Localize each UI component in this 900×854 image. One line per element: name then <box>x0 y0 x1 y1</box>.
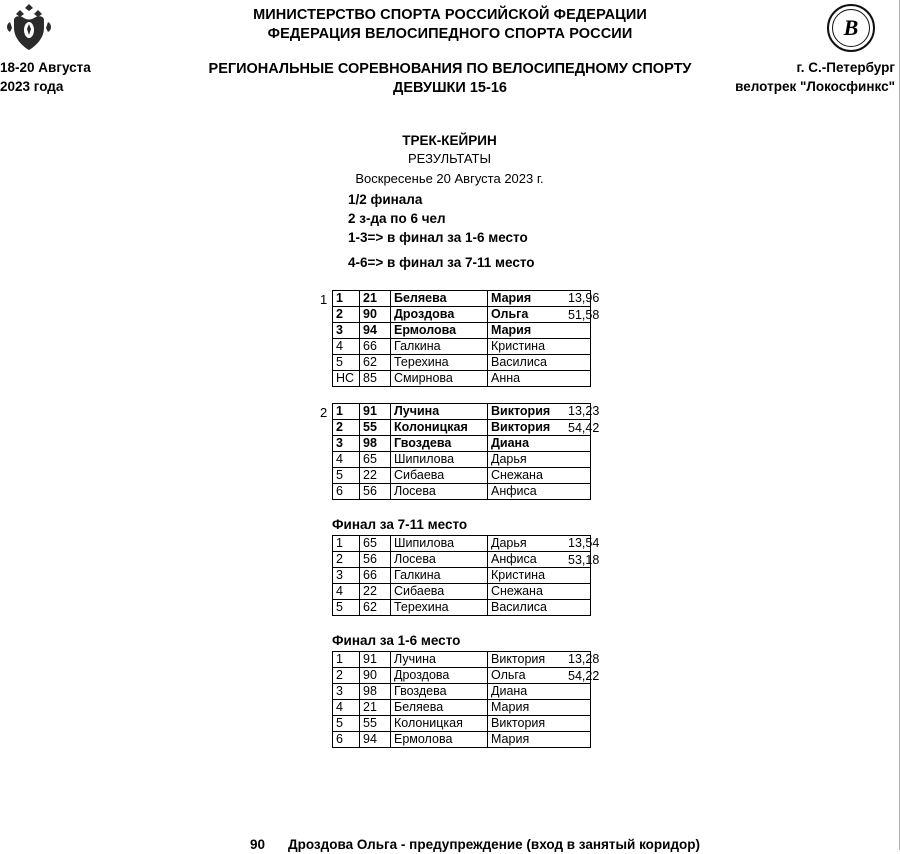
row-number: 90 <box>360 668 391 684</box>
header-center-text <box>150 6 750 98</box>
row-number: 22 <box>360 468 391 484</box>
final-1-6 <box>332 632 899 748</box>
footer-note-number: 90 <box>250 837 266 852</box>
row-firstname: Диана <box>488 436 591 452</box>
row-firstname: Мария <box>488 291 591 307</box>
table-row <box>333 371 591 387</box>
row-number: 21 <box>360 291 391 307</box>
russian-coat-of-arms-icon <box>0 2 58 52</box>
row-firstname: Ольга <box>488 668 591 684</box>
row-lastname: Гвоздева <box>391 436 488 452</box>
date-line-2: 2023 года <box>0 79 64 94</box>
row-firstname: Анфиса <box>488 552 591 568</box>
row-firstname: Кристина <box>488 339 591 355</box>
qualify-rule-top: 1-3=> в финал за 1-6 место <box>348 230 528 245</box>
row-position: 2 <box>333 668 360 684</box>
federation-logo-icon <box>827 4 875 52</box>
row-number: 91 <box>360 652 391 668</box>
row-position: 2 <box>333 420 360 436</box>
page-header <box>0 0 899 110</box>
row-position: 4 <box>333 339 360 355</box>
final-7-11-table <box>332 535 591 616</box>
row-number: 56 <box>360 484 391 500</box>
row-lastname: Терехина <box>391 355 488 371</box>
row-lastname: Беляева <box>391 700 488 716</box>
table-row <box>333 652 591 668</box>
row-position: 1 <box>333 404 360 420</box>
row-number: 98 <box>360 436 391 452</box>
heat-1 <box>320 290 899 387</box>
row-lastname: Дроздова <box>391 307 488 323</box>
table-row <box>333 668 591 684</box>
row-firstname: Василиса <box>488 600 591 616</box>
row-lastname: Ермолова <box>391 732 488 748</box>
time-value: 53,18 <box>568 553 600 567</box>
table-row <box>333 536 591 552</box>
table-row <box>333 323 591 339</box>
row-position: 5 <box>333 600 360 616</box>
row-lastname: Лосева <box>391 484 488 500</box>
heat-1-number: 1 <box>320 292 328 307</box>
row-number: 66 <box>360 568 391 584</box>
row-firstname: Снежана <box>488 584 591 600</box>
row-number: 55 <box>360 420 391 436</box>
row-firstname: Диана <box>488 684 591 700</box>
table-row <box>333 404 591 420</box>
heat-2 <box>320 403 899 500</box>
row-lastname: Терехина <box>391 600 488 616</box>
event-date: Воскресенье 20 Августа 2023 г. <box>355 171 544 186</box>
row-firstname: Мария <box>488 700 591 716</box>
time-value: 13,23 <box>568 404 600 418</box>
row-number: 56 <box>360 552 391 568</box>
time-value: 54,42 <box>568 421 600 435</box>
event-discipline: ТРЕК-КЕЙРИН <box>402 133 497 148</box>
qualify-rule-bottom: 4-6=> в финал за 7-11 место <box>348 255 535 270</box>
table-row <box>333 468 591 484</box>
time-value: 51,58 <box>568 308 600 322</box>
time-value: 13,54 <box>568 536 600 550</box>
row-firstname: Кристина <box>488 568 591 584</box>
table-row <box>333 584 591 600</box>
venue-line-2: велотрек "Локосфинкс" <box>735 79 895 94</box>
row-lastname: Колоницкая <box>391 716 488 732</box>
row-firstname: Снежана <box>488 468 591 484</box>
row-position: 4 <box>333 452 360 468</box>
final-1-6-label: Финал за 1-6 место <box>332 633 461 648</box>
round-info <box>0 190 899 272</box>
round-name: 1/2 финала <box>348 192 423 207</box>
row-number: 94 <box>360 732 391 748</box>
results-tables <box>0 290 899 748</box>
table-row <box>333 420 591 436</box>
final-7-11 <box>332 516 899 616</box>
row-lastname: Беляева <box>391 291 488 307</box>
row-number: 85 <box>360 371 391 387</box>
venue-line-1: г. С.-Петербург <box>796 60 895 75</box>
footer-note-text: Дроздова Ольга - предупреждение (вход в занятый коридор) <box>288 837 701 852</box>
table-row <box>333 339 591 355</box>
heat-1-table <box>332 290 591 387</box>
table-row <box>333 291 591 307</box>
table-row <box>333 452 591 468</box>
row-position: НС <box>333 371 360 387</box>
final-1-6-times <box>568 651 599 685</box>
row-number: 65 <box>360 452 391 468</box>
row-lastname: Сибаева <box>391 468 488 484</box>
heat-2-table <box>332 403 591 500</box>
row-number: 90 <box>360 307 391 323</box>
row-number: 62 <box>360 600 391 616</box>
row-firstname: Мария <box>488 732 591 748</box>
row-position: 4 <box>333 584 360 600</box>
row-lastname: Лосева <box>391 552 488 568</box>
date-line-1: 18-20 Августа <box>0 60 91 75</box>
round-format: 2 з-да по 6 чел <box>348 211 446 226</box>
table-row <box>333 568 591 584</box>
row-firstname: Анфиса <box>488 484 591 500</box>
row-number: 62 <box>360 355 391 371</box>
row-lastname: Дроздова <box>391 668 488 684</box>
row-firstname: Дарья <box>488 452 591 468</box>
table-row <box>333 484 591 500</box>
row-number: 55 <box>360 716 391 732</box>
competition-venue <box>715 58 895 96</box>
row-number: 91 <box>360 404 391 420</box>
row-lastname: Смирнова <box>391 371 488 387</box>
event-info <box>0 132 899 272</box>
row-lastname: Лучина <box>391 652 488 668</box>
row-firstname: Ольга <box>488 307 591 323</box>
row-position: 5 <box>333 355 360 371</box>
row-position: 1 <box>333 652 360 668</box>
row-position: 6 <box>333 732 360 748</box>
row-position: 2 <box>333 552 360 568</box>
time-value: 13,28 <box>568 652 600 666</box>
row-position: 3 <box>333 323 360 339</box>
row-lastname: Лучина <box>391 404 488 420</box>
competition-line-2: ДЕВУШКИ 15-16 <box>393 80 507 96</box>
table-row <box>333 436 591 452</box>
row-lastname: Сибаева <box>391 584 488 600</box>
table-row <box>333 600 591 616</box>
row-position: 1 <box>333 536 360 552</box>
row-number: 98 <box>360 684 391 700</box>
row-firstname: Анна <box>488 371 591 387</box>
table-row <box>333 732 591 748</box>
row-number: 22 <box>360 584 391 600</box>
competition-line-1: РЕГИОНАЛЬНЫЕ СОРЕВНОВАНИЯ ПО ВЕЛОСИПЕДНОМУ СПОРТУ <box>208 61 692 77</box>
row-number: 66 <box>360 339 391 355</box>
row-position: 3 <box>333 568 360 584</box>
row-position: 5 <box>333 468 360 484</box>
row-firstname: Мария <box>488 323 591 339</box>
heat-2-number: 2 <box>320 405 328 420</box>
ministry-line-1: МИНИСТЕРСТВО СПОРТА РОССИЙСКОЙ ФЕДЕРАЦИИ <box>253 7 647 23</box>
time-value: 13,96 <box>568 291 600 305</box>
time-value: 54,22 <box>568 669 600 683</box>
row-lastname: Шипилова <box>391 536 488 552</box>
row-position: 3 <box>333 436 360 452</box>
row-lastname: Галкина <box>391 339 488 355</box>
table-row <box>333 716 591 732</box>
competition-dates <box>0 58 120 96</box>
final-7-11-times <box>568 535 599 569</box>
final-1-6-table <box>332 651 591 748</box>
row-firstname: Виктория <box>488 420 591 436</box>
row-position: 6 <box>333 484 360 500</box>
row-position: 5 <box>333 716 360 732</box>
table-row <box>333 700 591 716</box>
row-position: 3 <box>333 684 360 700</box>
row-firstname: Виктория <box>488 716 591 732</box>
ministry-line-2: ФЕДЕРАЦИЯ ВЕЛОСИПЕДНОГО СПОРТА РОССИИ <box>267 26 633 42</box>
row-number: 94 <box>360 323 391 339</box>
row-lastname: Гвоздева <box>391 684 488 700</box>
row-lastname: Шипилова <box>391 452 488 468</box>
row-firstname: Виктория <box>488 404 591 420</box>
row-lastname: Галкина <box>391 568 488 584</box>
row-number: 65 <box>360 536 391 552</box>
row-lastname: Колоницкая <box>391 420 488 436</box>
row-lastname: Ермолова <box>391 323 488 339</box>
table-row <box>333 307 591 323</box>
row-firstname: Василиса <box>488 355 591 371</box>
heat-2-times <box>568 403 599 437</box>
row-firstname: Виктория <box>488 652 591 668</box>
row-position: 4 <box>333 700 360 716</box>
table-row <box>333 552 591 568</box>
row-position: 1 <box>333 291 360 307</box>
event-results-label: РЕЗУЛЬТАТЫ <box>408 151 491 166</box>
table-row <box>333 355 591 371</box>
table-row <box>333 684 591 700</box>
heat-1-times <box>568 290 599 324</box>
row-firstname: Дарья <box>488 536 591 552</box>
federation-logo-letter: В <box>843 15 859 40</box>
row-number: 21 <box>360 700 391 716</box>
row-position: 2 <box>333 307 360 323</box>
final-7-11-label: Финал за 7-11 место <box>332 517 468 532</box>
